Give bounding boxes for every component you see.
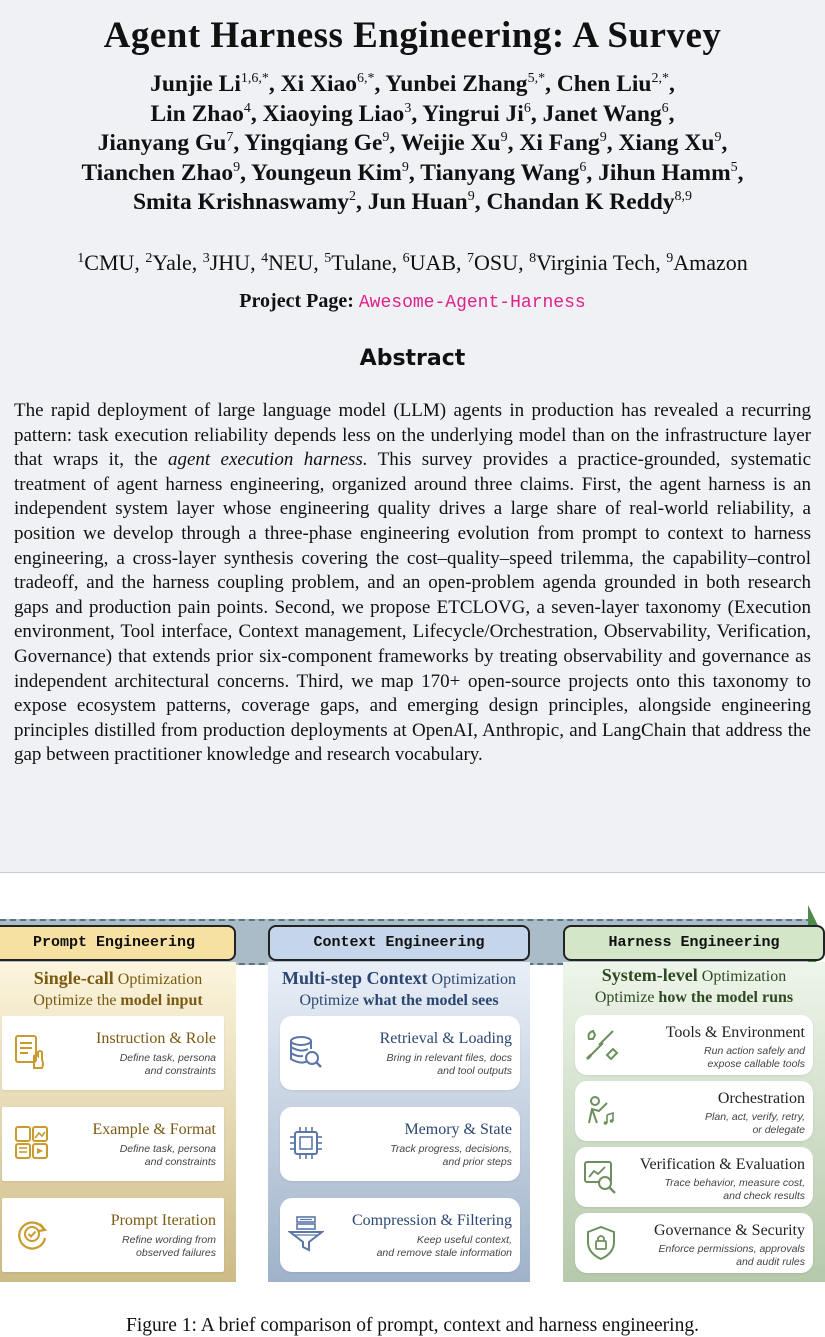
author-affiliation-marker: 9 <box>401 159 409 175</box>
card-desc: Define task, persona and constraints <box>119 1143 216 1168</box>
author-name: Tianyang Wang <box>420 159 580 186</box>
affiliation-name: Virginia Tech <box>536 250 656 275</box>
author-name: Yingrui Ji <box>422 100 524 127</box>
card-title: Orchestration <box>717 1090 805 1107</box>
harness-card-governance <box>575 1213 813 1273</box>
affiliation-name: JHU <box>209 250 251 275</box>
author-name: Chandan K Reddy <box>486 189 675 215</box>
author-list: Junjie $Li^{1,6,*}$, Xi Xiao$^{6,*}$, Yunbei Zhang$^{5,*}$, Chen Liu$^{2,*}$, Lin Zhao$^4$, Xiaoying Liao$^3$, Yingrui Ji$^6$, Janet Wang$^6$, Jianyang Gu$^7$, Yingqiang Ge$^9$, Weijie Xu$^9$, Xi Fang$^9$, Xiang Xu$^9$, Tianchen Zhao$^9$, Youngeun Kim$^9$, Tianyang Wang$^6$, Jihun Hamm$^5$, Smita Krishnaswamy$^2$, Jun Huan$^9$, Chandan K Reddy$^{8,9}$ <box>81 71 744 215</box>
author-name: Lin Zhao <box>150 100 244 127</box>
author-name: Junjie Li <box>150 71 241 97</box>
author-affiliation-marker: 5 <box>730 159 738 175</box>
card-desc: Define task, persona and constraints <box>119 1052 216 1077</box>
card-title: Verification & Evaluation <box>639 1156 805 1173</box>
funnel-icon <box>288 1216 324 1252</box>
author-affiliation-marker: 9 <box>233 159 241 175</box>
author-name: Xiang Xu <box>618 130 715 156</box>
project-page-link[interactable]: Awesome-Agent-Harness <box>358 293 586 313</box>
affiliation-list: $^1$CMU, $^2$Yale, $^3$JHU, $^4$NEU, $^5$Tulane, $^6$UAB, $^7$OSU, $^8$Virginia Tech, $^9$Amazon <box>77 250 748 275</box>
author-name: Tianchen Zhao <box>81 159 234 186</box>
project-page-label: Project Page: <box>239 290 354 312</box>
context-card-compression <box>280 1198 520 1272</box>
affiliation-number: 1 <box>77 251 85 266</box>
abstract-body <box>14 399 811 768</box>
affiliation-number: 7 <box>467 251 475 266</box>
abstract-heading: Abstract <box>359 346 466 371</box>
context-card-memory <box>280 1107 520 1181</box>
card-desc: Plan, act, verify, retry, or delegate <box>705 1111 805 1136</box>
author-affiliation-marker: 4 <box>243 100 251 116</box>
author-name: Janet Wang <box>542 100 662 127</box>
author-affiliation-marker: 5,* <box>527 71 546 86</box>
card-title: Compression & Filtering <box>352 1212 512 1229</box>
tools-icon <box>583 1027 619 1063</box>
card-title: Tools & Environment <box>665 1024 805 1041</box>
card-desc: Enforce permissions, approvals and audit rules <box>658 1243 805 1268</box>
project-page <box>0 290 825 313</box>
author-name: Jianyang Gu <box>97 130 227 156</box>
author-affiliation-marker: 2,* <box>651 71 670 86</box>
author-affiliation-marker: 1,6,* <box>240 71 269 86</box>
affiliation-number: 2 <box>145 251 153 266</box>
context-card-retrieval <box>280 1016 520 1090</box>
card-title: Prompt Iteration <box>110 1212 216 1229</box>
prompt-card-instruction <box>2 1016 224 1090</box>
conductor-icon <box>583 1093 619 1129</box>
author-affiliation-marker: 6 <box>523 100 531 116</box>
document-hand-icon <box>14 1034 48 1070</box>
card-title: Memory & State <box>404 1121 512 1138</box>
prompt-engineering-header: Prompt Engineering <box>0 925 236 961</box>
author-affiliation-marker: 9 <box>714 130 722 145</box>
author-name: Smita Krishnaswamy <box>132 189 350 215</box>
card-desc: Run action safely and expose callable tools <box>704 1045 805 1070</box>
card-desc: Trace behavior, measure cost, and check results <box>664 1177 805 1202</box>
author-name: Xiaoying Liao <box>262 100 405 127</box>
database-search-icon <box>288 1034 324 1070</box>
prompt-card-iteration <box>2 1198 224 1272</box>
affiliation-number: 9 <box>666 251 674 266</box>
affiliation-name: Tulane <box>331 250 392 275</box>
author-name: Youngeun Kim <box>251 159 402 186</box>
author-affiliation-marker: 2 <box>349 189 357 204</box>
card-desc: Keep useful context, and remove stale information <box>376 1234 512 1259</box>
context-optimization-label: Multi-step Context Optimization Optimize what the model sees <box>282 968 516 1009</box>
harness-card-tools <box>575 1015 813 1075</box>
affiliation-name: OSU <box>474 250 519 275</box>
author-affiliation-marker: 6 <box>579 159 587 175</box>
author-affiliation-marker: 9 <box>382 130 390 145</box>
affiliation-number: 8 <box>529 251 537 266</box>
card-title: Example & Format <box>92 1121 216 1138</box>
author-name: Jihun Hamm <box>598 159 731 186</box>
author-name: Chen Liu <box>556 71 652 97</box>
harness-card-orchestration <box>575 1081 813 1141</box>
harness-optimization-label: System-level Optimization Optimize how the model runs <box>594 965 794 1006</box>
affiliation-name: NEU <box>268 250 314 275</box>
author-affiliation-marker: 3 <box>404 100 412 116</box>
card-desc: Bring in relevant files, docs and tool outputs <box>386 1052 512 1077</box>
harness-engineering-header: Harness Engineering <box>563 925 825 961</box>
affiliation-number: 6 <box>402 251 410 266</box>
harness-card-verification <box>575 1147 813 1207</box>
author-name: Xi Fang <box>519 130 600 156</box>
affiliation-number: 3 <box>202 251 210 266</box>
affiliation-name: CMU <box>84 250 135 275</box>
figure-caption: Figure 1: A brief comparison of prompt, context and harness engineering. <box>126 1315 699 1336</box>
card-desc: Refine wording from observed failures <box>122 1234 216 1259</box>
affiliation-number: 4 <box>261 251 269 266</box>
chip-icon <box>288 1125 324 1161</box>
author-affiliation-marker: 7 <box>226 130 234 145</box>
paper-title: Agent Harness Engineering: A Survey <box>103 15 722 56</box>
author-affiliation-marker: 6 <box>661 100 669 116</box>
author-affiliation-marker: 9 <box>599 130 607 145</box>
shield-lock-icon <box>583 1225 619 1261</box>
affiliation-name: UAB <box>409 250 457 275</box>
media-grid-icon <box>14 1125 50 1161</box>
prompt-optimization-label: Single-call Optimization Optimize the model input <box>33 968 203 1009</box>
refresh-check-icon <box>14 1216 50 1252</box>
affiliation-name: Amazon <box>673 250 748 275</box>
card-desc: Track progress, decisions, and prior steps <box>390 1143 512 1168</box>
abstract-emphasis: agent execution harness. <box>167 449 368 471</box>
affiliation-name: Yale <box>152 250 192 275</box>
affiliation-number: 5 <box>324 251 332 266</box>
card-title: Instruction & Role <box>96 1030 216 1047</box>
author-name: Jun Huan <box>367 189 468 215</box>
abstract-text-2: This survey provides a practice-grounded, systematic treatment of agent harness engineering, organized around three claims. First, the agent harness is an independent system layer whose engineering quality drives a large share of real-world reliability, a position we develop through a three-phase engineering evolution from prompt to context to harness engineering, a cross-layer synthesis covering the cost–quality–speed trilemma, the capability–control tradeoff, and the harness coupling problem, and an open-problem agenda grounded in both research gaps and production pain points. Second, we propose ETCLOVG, a seven-layer taxonomy (Execution environment, Tool interface, Context management, Lifecycle/Orchestration, Observability, Verification, Governance) that extends prior six-component frameworks by treating observability and governance as independent architectural concerns. Third, we map 170+ open-source projects onto this taxonomy to expose ecosystem patterns, coverage gaps, and emerging design principles, alongside engineering principles distilled from production deployments at OpenAI, Anthropic, and LangChain that address the gap between practitioner knowledge and research vocabulary. <box>14 449 811 766</box>
prompt-card-example <box>2 1107 224 1181</box>
author-name: Yingqiang Ge <box>244 130 383 156</box>
card-title: Retrieval & Loading <box>379 1030 512 1047</box>
abstract-text-1: The rapid deployment of large language model (LLM) agents in production has revealed a recurring pattern: task execution reliability depends less on the underlying model than on the infrastructure layer that wraps it, the <box>14 400 811 471</box>
author-affiliation-marker: 6,* <box>357 71 375 86</box>
chart-magnifier-icon <box>583 1159 619 1195</box>
card-title: Governance & Security <box>653 1222 805 1239</box>
author-affiliation-marker: 8,9 <box>674 189 693 204</box>
author-name: Weijie Xu <box>400 130 501 156</box>
author-name: Yunbei Zhang <box>385 71 528 97</box>
author-name: Xi Xiao <box>280 71 357 97</box>
author-affiliation-marker: 9 <box>500 130 508 145</box>
context-engineering-header: Context Engineering <box>268 925 530 961</box>
author-affiliation-marker: 9 <box>467 189 475 204</box>
